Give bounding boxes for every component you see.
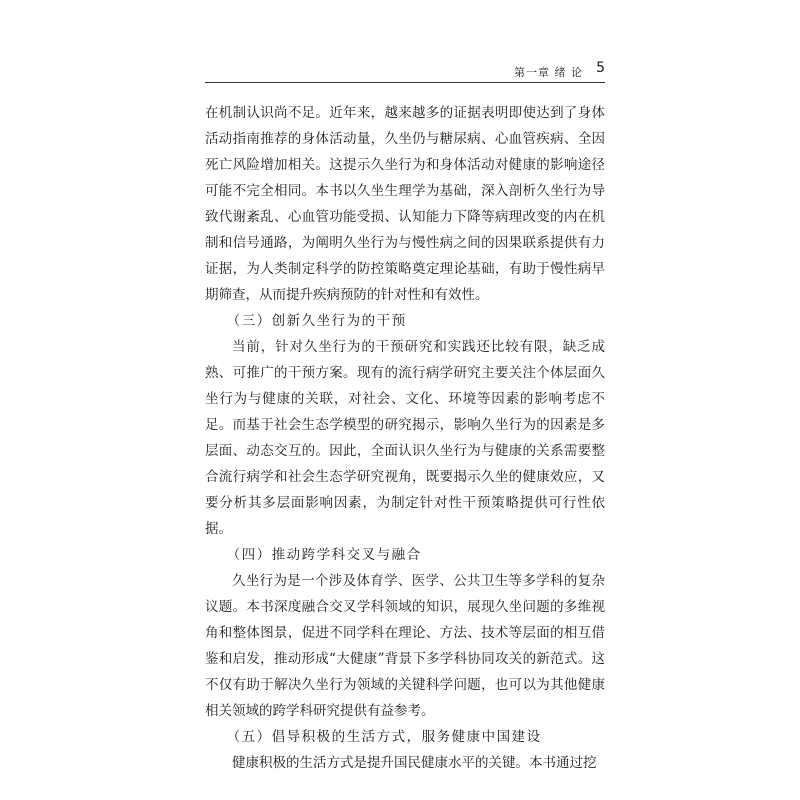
section-heading-3: （三）创新久坐行为的干预 [226, 313, 407, 329]
page-number: 5 [596, 60, 605, 76]
paragraph-lifestyle: 健康积极的生活方式是提升国民健康水平的关键。本书通过挖 [232, 755, 597, 771]
paragraph-continued: 在机制认识尚不足。近年来，越来越多的证据表明即使达到了身体活动指南推荐的身体活动量，久坐仍与糖尿病、心血管疾病、全因死亡风险增加相关。这提示久坐行为和身体活动对健康的影响途径可能不完全相同。本书以久坐生理学为基础，深入剖析久坐行为导致代谢紊乱、心血管功能受损、认知能力下降等病理改变的内在机制和信号通路，为阐明久坐行为与慢性病之间的因果联系提供有力证据，为人类制定科学的防控策略奠定理论基础，有助于慢性病早期筛查，从而提升疾病预防的针对性和有效性。 [205, 105, 605, 303]
section-heading-4: （四）推动跨学科交叉与融合 [226, 547, 422, 563]
chapter-title: 第一章 绪 论 [514, 66, 583, 79]
running-head [205, 60, 605, 83]
paragraph-interdisciplinary: 久坐行为是一个涉及体育学、医学、公共卫生等多学科的复杂议题。本书深度融合交叉学科领域的知识，展现久坐问题的多维视角和整体图景，促进不同学科在理论、方法、技术等层面的相互借鉴和启发，推动形成“大健康”背景下多学科协同攻关的新范式。这不仅有助于解决久坐行为领域的关键科学问题，也可以为其他健康相关领域的跨学科研究提供有益参考。 [205, 573, 605, 719]
section-heading-5: （五）倡导积极的生活方式，服务健康中国建设 [226, 729, 542, 745]
body-text [205, 100, 605, 776]
paragraph-intervention: 当前，针对久坐行为的干预研究和实践还比较有限，缺乏成熟、可推广的干预方案。现有的流行病学研究主要关注个体层面久坐行为与健康的关联，对社会、文化、环境等因素的影响考虑不足。而基于社会生态学模型的研究揭示，影响久坐行为的因素是多层面、动态交互的。因此，全面认识久坐行为与健康的关系需要整合流行病学和社会生态学研究视角，既要揭示久坐的健康效应，又要分析其多层面影响因素，为制定针对性干预策略提供可行性依据。 [205, 339, 605, 537]
